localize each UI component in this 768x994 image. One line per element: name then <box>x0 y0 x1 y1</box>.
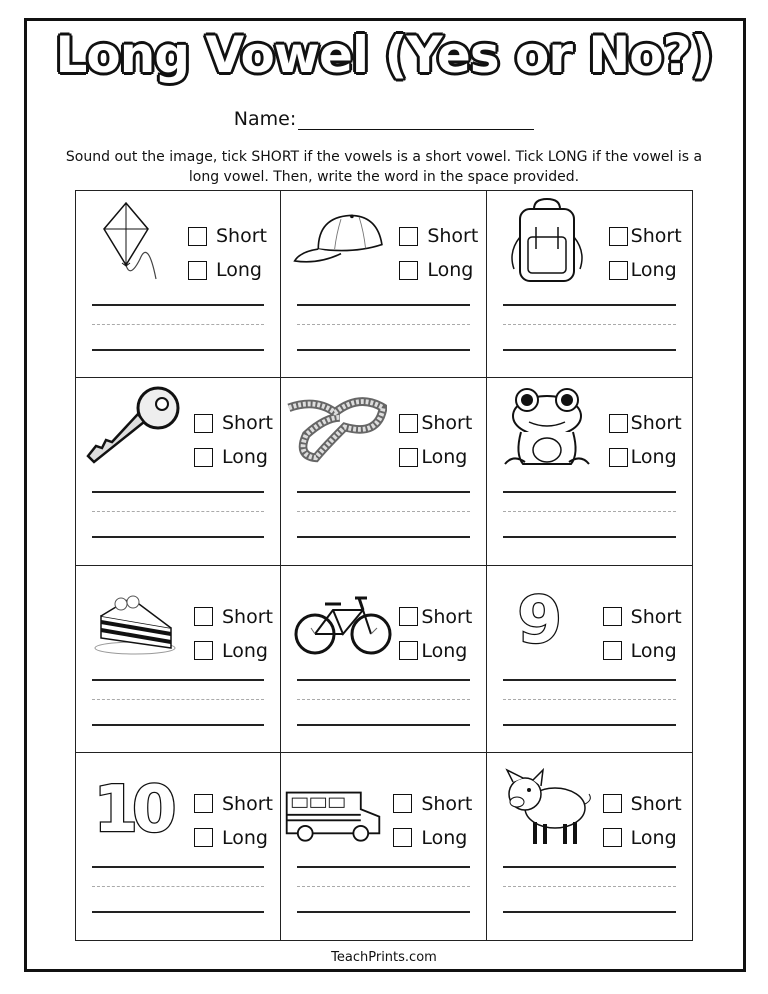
exercise-cell-kite <box>76 191 281 378</box>
writing-line-bottom[interactable] <box>503 724 676 726</box>
exercise-cell-cap <box>281 191 486 378</box>
short-checkbox[interactable] <box>194 607 213 626</box>
long-checkbox[interactable] <box>188 261 207 280</box>
writing-line-bottom[interactable] <box>92 911 264 913</box>
writing-line-top[interactable] <box>92 491 264 493</box>
writing-line-top[interactable] <box>92 679 264 681</box>
key-icon <box>80 386 190 468</box>
writing-line-top[interactable] <box>297 491 469 493</box>
exercise-cell-nine <box>487 566 692 753</box>
long-option[interactable]: Long <box>188 253 267 287</box>
exercise-cell-pig <box>487 753 692 940</box>
writing-line-top[interactable] <box>503 304 676 306</box>
short-option[interactable]: Short <box>194 406 273 440</box>
long-option[interactable]: Long <box>603 821 682 855</box>
writing-line-top[interactable] <box>503 679 676 681</box>
writing-line-bottom[interactable] <box>92 349 264 351</box>
writing-line-bottom[interactable] <box>503 911 676 913</box>
short-checkbox[interactable] <box>393 794 412 813</box>
long-checkbox[interactable] <box>399 261 418 280</box>
short-checkbox[interactable] <box>609 414 628 433</box>
exercise-cell-bike <box>281 566 486 753</box>
short-checkbox[interactable] <box>399 414 418 433</box>
number-ten-icon: 10 <box>93 772 171 847</box>
writing-line-bottom[interactable] <box>297 724 469 726</box>
short-option[interactable]: Short <box>609 406 682 440</box>
name-input-line[interactable] <box>298 107 534 130</box>
long-option[interactable]: Long <box>399 440 472 474</box>
exercise-cell-key <box>76 378 281 565</box>
writing-line-mid <box>92 324 264 325</box>
writing-line-mid <box>503 699 676 700</box>
short-checkbox[interactable] <box>399 607 418 626</box>
long-option[interactable]: Long <box>603 634 682 668</box>
long-checkbox[interactable] <box>194 641 213 660</box>
writing-line-mid <box>297 324 469 325</box>
short-option[interactable]: Short <box>399 600 472 634</box>
long-checkbox[interactable] <box>603 641 622 660</box>
long-checkbox[interactable] <box>399 448 418 467</box>
writing-line-bottom[interactable] <box>503 536 676 538</box>
long-option[interactable]: Long <box>393 821 472 855</box>
writing-line-bottom[interactable] <box>297 349 469 351</box>
exercise-cell-frog <box>487 378 692 565</box>
long-checkbox[interactable] <box>609 448 628 467</box>
writing-line-mid <box>92 511 264 512</box>
writing-line-top[interactable] <box>297 679 469 681</box>
writing-line-bottom[interactable] <box>92 724 264 726</box>
long-checkbox[interactable] <box>603 828 622 847</box>
short-option[interactable]: Short <box>194 600 273 634</box>
short-option[interactable]: Short <box>603 787 682 821</box>
number-nine-icon: 9 <box>517 583 562 658</box>
long-option[interactable]: Long <box>194 634 273 668</box>
long-checkbox[interactable] <box>194 448 213 467</box>
long-checkbox[interactable] <box>399 641 418 660</box>
long-option[interactable]: Long <box>399 634 472 668</box>
exercise-grid <box>75 190 693 941</box>
short-checkbox[interactable] <box>399 227 418 246</box>
short-option[interactable]: Short <box>194 787 273 821</box>
writing-line-mid <box>92 699 264 700</box>
cake-icon <box>86 582 186 664</box>
long-option[interactable]: Long <box>194 440 273 474</box>
exercise-cell-cake <box>76 566 281 753</box>
short-checkbox[interactable] <box>603 794 622 813</box>
bike-icon <box>293 582 393 664</box>
exercise-cell-backpack <box>487 191 692 378</box>
instructions: Sound out the image, tick SHORT if the vowels is a short vowel. Tick LONG if the vowel is a long vowel. Then, write the word in the space provided. <box>65 149 703 185</box>
knot-icon <box>287 386 387 468</box>
writing-line-mid <box>297 886 469 887</box>
footer-credit: TeachPrints.com <box>331 950 437 965</box>
short-checkbox[interactable] <box>188 227 207 246</box>
writing-line-mid <box>503 511 676 512</box>
long-checkbox[interactable] <box>393 828 412 847</box>
bus-icon <box>283 771 383 853</box>
short-option[interactable]: Short <box>603 600 682 634</box>
short-option[interactable]: Short <box>399 406 472 440</box>
long-checkbox[interactable] <box>194 828 213 847</box>
writing-line-bottom[interactable] <box>503 349 676 351</box>
short-option[interactable]: Short <box>399 219 478 253</box>
writing-line-top[interactable] <box>92 866 264 868</box>
writing-line-mid <box>92 886 264 887</box>
short-checkbox[interactable] <box>194 414 213 433</box>
kite-icon <box>86 199 186 281</box>
long-option[interactable]: Long <box>609 440 682 474</box>
short-checkbox[interactable] <box>603 607 622 626</box>
cap-icon <box>291 199 391 281</box>
short-checkbox[interactable] <box>194 794 213 813</box>
long-option[interactable]: Long <box>399 253 478 287</box>
writing-line-bottom[interactable] <box>92 536 264 538</box>
pig-icon <box>497 765 597 847</box>
name-field-row <box>0 107 768 130</box>
writing-line-top[interactable] <box>503 491 676 493</box>
writing-line-top[interactable] <box>503 866 676 868</box>
short-option[interactable]: Short <box>393 787 472 821</box>
backpack-icon <box>497 199 597 281</box>
writing-line-top[interactable] <box>297 304 469 306</box>
writing-line-mid <box>503 324 676 325</box>
short-checkbox[interactable] <box>609 227 628 246</box>
long-option[interactable]: Long <box>609 253 682 287</box>
writing-line-bottom[interactable] <box>297 536 469 538</box>
writing-line-top[interactable] <box>297 866 469 868</box>
exercise-cell-knot <box>281 378 486 565</box>
frog-icon <box>497 386 597 468</box>
exercise-cell-ten <box>76 753 281 940</box>
writing-line-mid <box>503 886 676 887</box>
short-option[interactable]: Short <box>188 219 267 253</box>
exercise-cell-bus <box>281 753 486 940</box>
writing-line-mid <box>297 511 469 512</box>
long-option[interactable]: Long <box>194 821 273 855</box>
writing-line-mid <box>297 699 469 700</box>
short-option[interactable]: Short <box>609 219 682 253</box>
writing-line-top[interactable] <box>92 304 264 306</box>
page-title: Long Vowel (Yes or No?) <box>55 26 713 84</box>
long-checkbox[interactable] <box>609 261 628 280</box>
writing-line-bottom[interactable] <box>297 911 469 913</box>
name-label: Name: <box>233 108 297 130</box>
